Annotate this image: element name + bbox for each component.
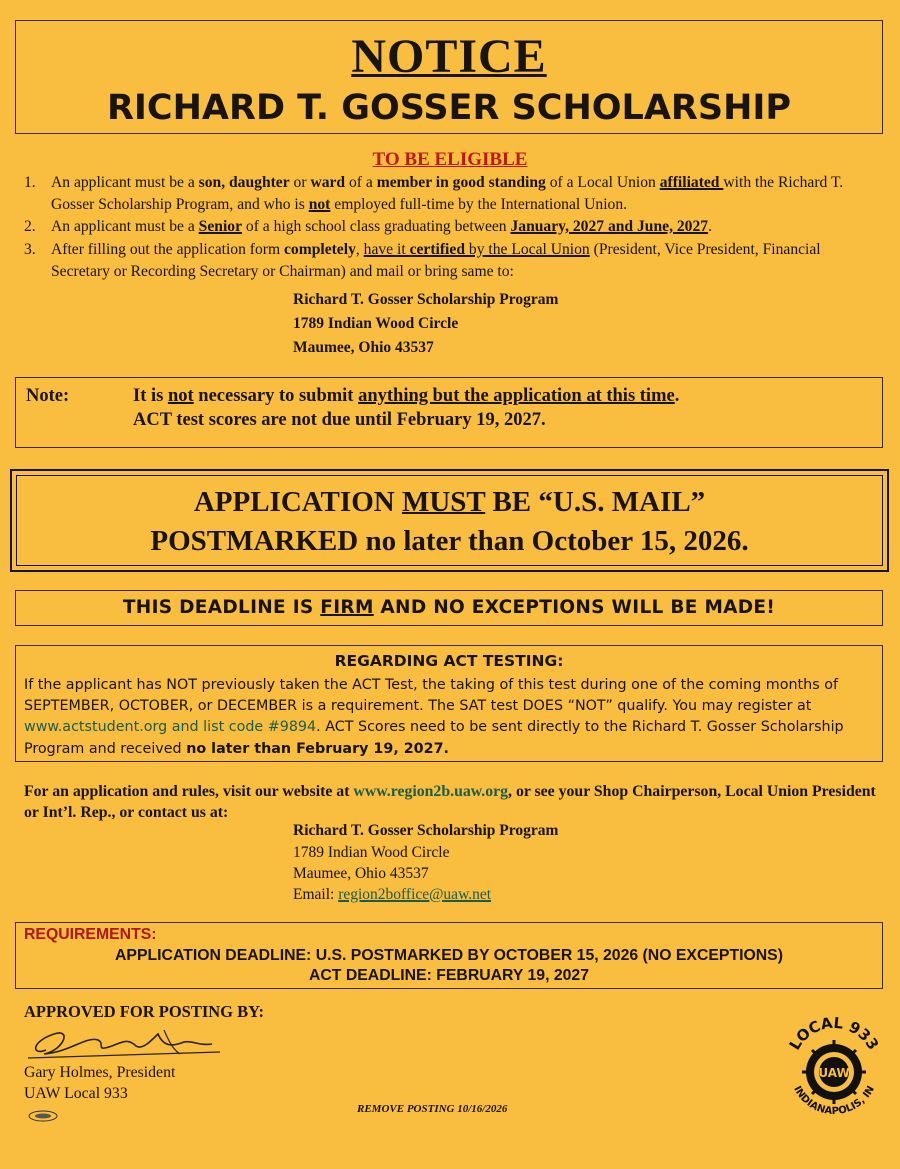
notice-title: NOTICE (351, 30, 547, 83)
act-bold-deadline: no later than February 19, 2027. (186, 740, 449, 757)
item-number: 3. (24, 240, 36, 258)
item-bold-underline: certified (409, 240, 465, 258)
item-bold-underline: affiliated (659, 174, 724, 191)
email-label: Email: (293, 886, 339, 903)
eligibility-item (24, 172, 880, 216)
firm-deadline-box (15, 590, 883, 626)
note-box (15, 377, 883, 448)
deadline-text: AND NO EXCEPTIONS WILL BE MADE! (373, 597, 776, 618)
application-line-1 (17, 486, 882, 519)
act-testing-box (15, 645, 883, 762)
item-underline: have it (363, 240, 410, 258)
application-text: APPLICATION (193, 486, 402, 518)
item-bold: son, daughter (198, 174, 290, 191)
signature-image (24, 1020, 224, 1068)
note-underline: not (167, 386, 194, 406)
contact-street: 1789 Indian Wood Circle (293, 844, 450, 861)
item-text: After filling out the application form (51, 240, 284, 258)
item-text: , (355, 240, 364, 258)
contact-paragraph (24, 781, 884, 823)
eligibility-list (24, 172, 880, 283)
item-text: with the Richard T. Gosser Scholarship Program, and who is (51, 174, 844, 214)
act-register-link[interactable]: www.actstudent.org and list code #9894 (24, 719, 317, 736)
signer-organization: UAW Local 933 (24, 1085, 128, 1102)
item-text: . (708, 218, 712, 236)
contact-email (293, 884, 491, 906)
mail-address-city: Maumee, Ohio 43537 (293, 339, 434, 356)
mail-address-name: Richard T. Gosser Scholarship Program (293, 291, 559, 308)
requirements-box (15, 922, 883, 989)
note-text: It is (133, 386, 168, 406)
item-bold: ward (310, 174, 346, 191)
application-line-2: POSTMARKED no later than October 15, 2026. (150, 525, 749, 557)
requirements-line-2: ACT DEADLINE: FEBRUARY 19, 2027 (308, 967, 590, 984)
act-text: If the applicant has NOT previously taken the ACT Test, the taking of this test during one of the coming months of SEPTEMBER, OCTOBER, or DECEMBER is a requirement. The SAT test DOES “NOT” qualify. You may register at (24, 677, 838, 715)
approved-heading: APPROVED FOR POSTING BY: (24, 1002, 265, 1021)
item-text: An applicant must be a (51, 218, 199, 236)
item-bold: member in good standing (376, 174, 546, 191)
firm-deadline-text (16, 597, 882, 618)
note-line-1 (133, 386, 679, 407)
note-underline: anything but the application at this time (358, 386, 675, 406)
note-label: Note: (26, 386, 70, 406)
requirements-heading: REQUIREMENTS: (24, 926, 157, 943)
application-underline: MUST (401, 486, 486, 518)
website-link[interactable]: www.region2b.uaw.org (353, 783, 509, 800)
contact-text: , or see your Shop Chairperson, Local Union President or Int’l. Rep., or contact us at: (24, 783, 876, 821)
notice-header (15, 20, 883, 134)
item-text: of a Local Union (545, 174, 660, 191)
item-number: 2. (24, 218, 36, 236)
item-text: (President, Vice President, Financial Secretary or Recording Secretary or Chairman) and mail or bring same to: (51, 240, 821, 280)
requirements-line-1: APPLICATION DEADLINE: U.S. POSTMARKED BY OCTOBER 15, 2026 (NO EXCEPTIONS) (115, 947, 783, 964)
eligibility-item (24, 216, 880, 238)
act-text: . ACT Scores need to be sent directly to the Richard T. Gosser Scholarship Program and received (24, 719, 844, 757)
item-bold: completely (283, 240, 356, 258)
act-heading: REGARDING ACT TESTING: (334, 652, 564, 670)
item-text: employed full-time by the International Union. (330, 196, 628, 214)
item-text: of a (345, 174, 377, 191)
item-bold-underline: January, 2027 and June, 2027 (510, 218, 709, 236)
application-deadline-box (10, 469, 889, 572)
seal-top-text: LOCAL 933 (785, 1013, 883, 1054)
note-text: necessary to submit (193, 386, 359, 406)
seal-center-text: UAW (818, 1066, 850, 1080)
item-bold-underline: not (308, 196, 331, 214)
eligibility-heading: TO BE ELIGIBLE (372, 149, 528, 170)
uaw-local-seal (780, 1012, 888, 1124)
contact-text: For an application and rules, visit our website at (24, 783, 354, 800)
eligibility-item (24, 239, 880, 283)
note-text: . (674, 386, 680, 406)
mail-address-street: 1789 Indian Wood Circle (293, 315, 459, 332)
scholarship-title: RICHARD T. GOSSER SCHOLARSHIP (106, 88, 792, 128)
item-text: or (289, 174, 311, 191)
item-text: An applicant must be a (51, 174, 199, 191)
act-body (24, 675, 876, 760)
deadline-underline: FIRM (320, 597, 374, 618)
item-underline: by the Local Union (465, 240, 590, 258)
email-link[interactable]: region2boffice@uaw.net (338, 886, 492, 903)
contact-name: Richard T. Gosser Scholarship Program (293, 822, 559, 839)
signer-name: Gary Holmes, President (24, 1064, 176, 1081)
item-bold-underline: Senior (198, 218, 242, 236)
item-number: 1. (24, 174, 36, 191)
seal-bottom-text: INDIANAPOLIS, IN (791, 1084, 877, 1118)
deadline-text: THIS DEADLINE IS (122, 597, 321, 618)
application-inner-border (16, 475, 883, 566)
remove-posting-date: REMOVE POSTING 10/16/2026 (357, 1103, 508, 1115)
item-text: of a high school class graduating between (242, 218, 511, 236)
note-line-2: ACT test scores are not due until February 19, 2027. (133, 410, 546, 430)
union-bug-icon (28, 1110, 58, 1122)
contact-city: Maumee, Ohio 43537 (293, 865, 429, 882)
application-text: BE “U.S. MAIL” (485, 486, 706, 518)
